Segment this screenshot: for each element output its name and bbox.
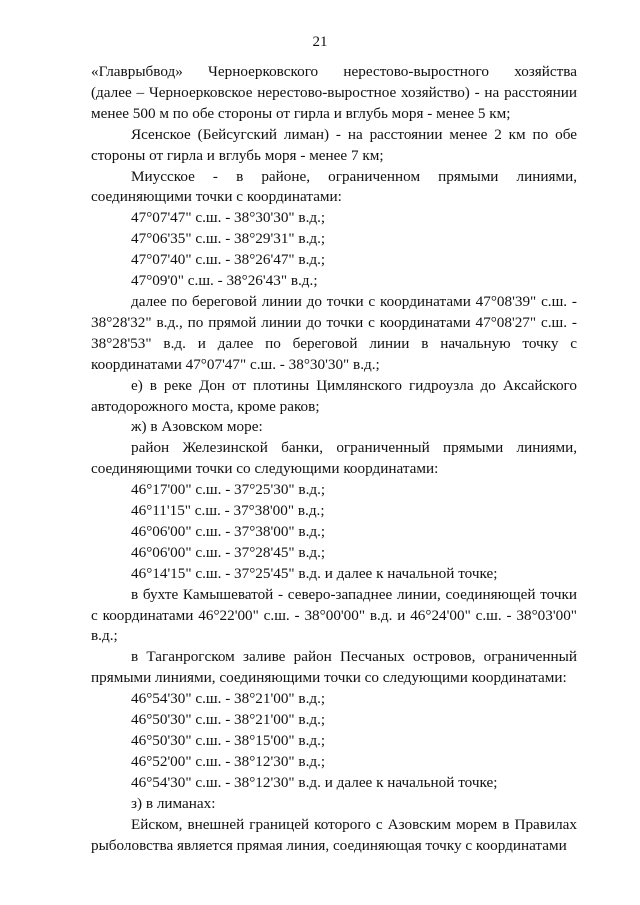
coordinate-line: 46°06'00" с.ш. - 37°28'45" в.д.;: [131, 543, 326, 561]
word: «Главрыбвод»: [91, 63, 183, 80]
paragraph: в Таганрогском заливе район Песчаных островов, ограниченный прямыми линиями, соединяющими точки со следующими координатами:: [91, 648, 577, 687]
coordinate-line: 46°17'00" с.ш. - 37°25'30" в.д.;: [131, 481, 326, 499]
document-body: [91, 62, 577, 856]
coordinate-line: 46°54'30" с.ш. - 38°12'30" в.д. и далее к начальной точке;: [131, 773, 498, 791]
word: прямыми: [438, 167, 499, 185]
paragraph: Ясенское (Бейсугский лиман) - на расстоянии менее 2 км по обе стороны от гирла и вглубь моря - менее 7 км;: [91, 125, 577, 164]
word: в: [236, 167, 244, 185]
word: -: [212, 167, 218, 185]
paragraph-line: [91, 167, 577, 188]
coordinate-line: 47°07'47" с.ш. - 38°30'30" в.д.;: [131, 209, 326, 227]
page-number: 21: [312, 34, 328, 50]
coordinate-line: 46°54'30" с.ш. - 38°21'00" в.д.;: [131, 690, 326, 708]
paragraph: Ейском, внешней границей которого с Азовским морем в Правилах рыболовства является прямая линия, соединяющая точку с координатами: [91, 815, 577, 854]
coordinate-line: 47°07'40" с.ш. - 38°26'47" в.д.;: [131, 251, 326, 269]
word: Миусское: [131, 167, 195, 185]
paragraph: з) в лиманах:: [131, 794, 216, 812]
word: линиями,: [516, 167, 577, 185]
word: ограниченном: [328, 167, 421, 185]
coordinate-line: 46°50'30" с.ш. - 38°15'00" в.д.;: [131, 732, 326, 749]
coordinate-line: 47°09'0" с.ш. - 38°26'43" в.д.;: [131, 272, 318, 290]
paragraph: далее по береговой линии до точки с координатами 47°08'39" с.ш. - 38°28'32" в.д., по прямой линии до точки с координатами 47°08'27" с.ш. - 38°28'53" в.д. и далее по береговой линии в начальную точку с координатами 47°07'47" с.ш. - 38°30'30" в.д.;: [91, 292, 577, 373]
paragraph: ж) в Азовском море:: [131, 418, 263, 436]
coordinate-line: 47°06'35" с.ш. - 38°29'31" в.д.;: [131, 230, 326, 248]
paragraph: (далее – Черноерковское нерестово-выростное хозяйство) - на расстоянии менее 500 м по обе стороны от гирла и вглубь моря - менее 5 км;: [91, 83, 577, 122]
coordinate-line: 46°52'00" с.ш. - 38°12'30" в.д.;: [131, 752, 326, 770]
paragraph: район Железинской банки, ограниченный прямыми линиями, соединяющими точки со следующими координатами:: [91, 439, 577, 478]
word: Черноерковского: [208, 63, 319, 80]
coordinate-line: 46°14'15" с.ш. - 37°25'45" в.д. и далее к начальной точке;: [131, 564, 498, 582]
word: районе,: [261, 167, 311, 185]
paragraph-line: [91, 62, 577, 83]
coordinate-line: 46°06'00" с.ш. - 37°38'00" в.д.;: [131, 522, 326, 540]
paragraph: соединяющими точки с координатами:: [91, 188, 342, 206]
word: нерестово-выростного: [343, 63, 489, 80]
paragraph: в бухте Камышеватой - северо-западнее линии, соединяющей точки с координатами 46°22'00" с.ш. - 38°00'00" в.д. и 46°24'00" с.ш. - 38°03'00" в.д.;: [91, 585, 577, 645]
coordinate-line: 46°11'15" с.ш. - 37°38'00" в.д.;: [131, 502, 325, 520]
coordinate-line: 46°50'30" с.ш. - 38°21'00" в.д.;: [131, 711, 326, 729]
word: хозяйства: [514, 63, 577, 80]
paragraph: е) в реке Дон от плотины Цимлянского гидроузла до Аксайского автодорожного моста, кроме раков;: [91, 376, 577, 415]
